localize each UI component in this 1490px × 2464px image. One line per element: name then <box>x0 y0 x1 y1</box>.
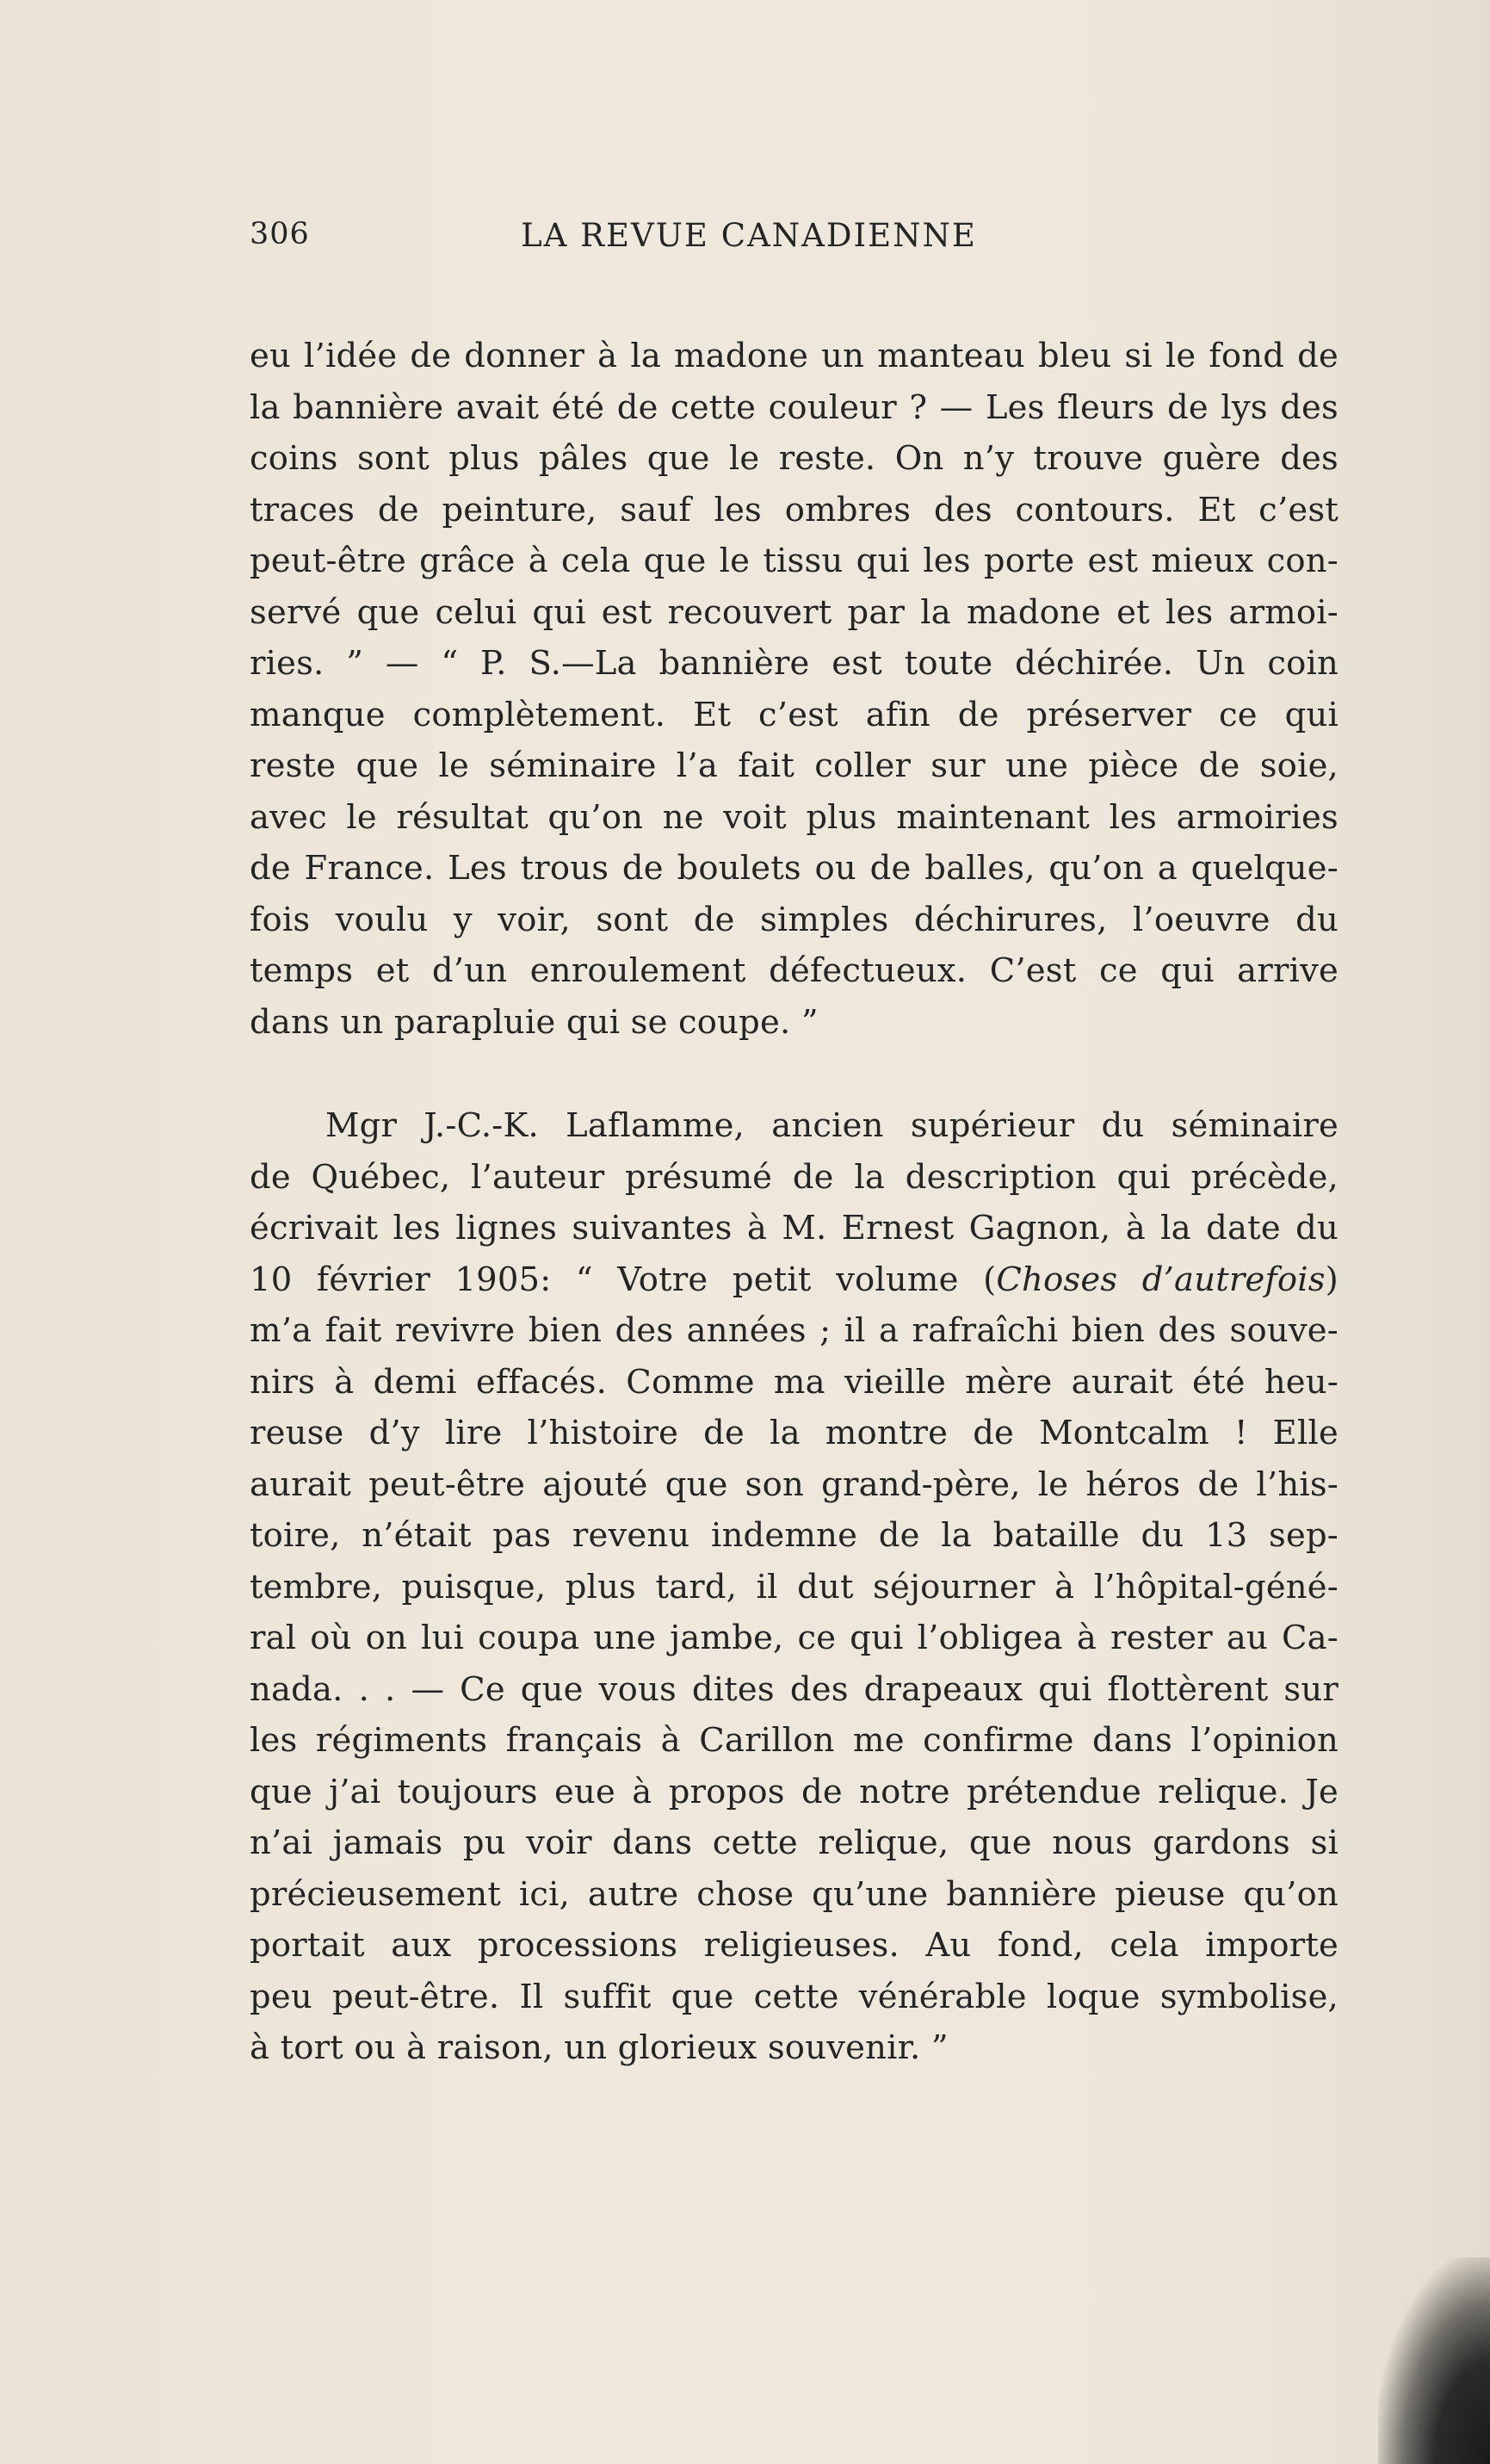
text-fragment: ) <box>1325 1260 1339 1299</box>
text-line: les régiments français à Carillon me confirme dans l’opinion <box>250 1721 1339 1760</box>
text-line: précieusement ici, autre chose qu’une bannière pieuse qu’on <box>250 1874 1339 1914</box>
text-line: de France. Les trous de boulets ou de balles, qu’on a quelque- <box>250 849 1339 888</box>
text-line: traces de peinture, sauf les ombres des contours. Et c’est <box>250 490 1339 529</box>
text-line: m’a fait revivre bien des années ; il a rafraîchi bien des souve- <box>250 1311 1339 1350</box>
text-line: nirs à demi effacés. Comme ma vieille mère aurait été heu- <box>250 1362 1339 1402</box>
text-fragment: 10 février 1905: “ Votre petit volume ( <box>250 1260 997 1299</box>
text-line: nada. . . — Ce que vous dites des drapeaux qui flottèrent sur <box>250 1669 1339 1709</box>
text-line: coins sont plus pâles que le reste. On n’y trouve guère des <box>250 439 1339 478</box>
text-line: à tort ou à raison, un glorieux souvenir. ” <box>250 2028 949 2067</box>
text-line: avec le résultat qu’on ne voit plus maintenant les armoiries <box>250 797 1339 837</box>
text-line: Mgr J.-C.-K. Laflamme, ancien supérieur du séminaire <box>325 1106 1339 1145</box>
page-edge-shadow <box>1378 2257 1490 2464</box>
text-line: ral où on lui coupa une jambe, ce qui l’obligea à rester au Ca- <box>250 1619 1339 1657</box>
text-line: reste que le séminaire l’a fait coller sur une pièce de soie, <box>250 746 1339 785</box>
running-title: LA REVUE CANADIENNE <box>521 217 977 254</box>
text-line: tembre, puisque, plus tard, il dut séjourner à l’hôpital-géné- <box>250 1567 1339 1607</box>
text-line: aurait peut-être ajouté que son grand-père, le héros de l’his- <box>250 1464 1339 1504</box>
text-line: fois voulu y voir, sont de simples déchirures, l’oeuvre du <box>250 900 1339 939</box>
text-line: que j’ai toujours eue à propos de notre prétendue relique. Je <box>250 1772 1339 1811</box>
text-line: eu l’idée de donner à la madone un manteau bleu si le fond de <box>250 337 1339 375</box>
text-line: ries. ” — “ P. S.—La bannière est toute déchirée. Un coin <box>250 644 1339 683</box>
paragraph-1 <box>250 331 1339 1048</box>
text-line: peut-être grâce à cela que le tissu qui les porte est mieux con- <box>250 542 1339 580</box>
paragraph-2 <box>250 1100 1339 2074</box>
text-line: de Québec, l’auteur présumé de la description qui précède, <box>250 1157 1339 1197</box>
text-line: dans un parapluie qui se coupe. ” <box>250 1002 819 1042</box>
text-line: reuse d’y lire l’histoire de la montre de Montcalm ! Elle <box>250 1414 1339 1452</box>
body-text <box>250 331 1339 2074</box>
text-line: écrivait les lignes suivantes à M. Ernest Gagnon, à la date du <box>250 1209 1339 1247</box>
page-number: 306 <box>250 217 310 251</box>
text-line: temps et d’un enroulement défectueux. C’est ce qui arrive <box>250 951 1339 990</box>
book-title: Choses d’autrefois <box>996 1260 1326 1299</box>
text-line: toire, n’était pas revenu indemne de la bataille du 13 sep- <box>250 1516 1339 1555</box>
page-header <box>250 217 1214 269</box>
text-line: peu peut-être. Il suffit que cette vénérable loque symbolise, <box>250 1977 1339 2016</box>
text-line: manque complètement. Et c’est afin de préserver ce qui <box>250 695 1339 734</box>
text-line: servé que celui qui est recouvert par la madone et les armoi- <box>250 592 1339 632</box>
text-line: portait aux processions religieuses. Au fond, cela importe <box>250 1926 1339 1965</box>
text-line: n’ai jamais pu voir dans cette relique, que nous gardons si <box>250 1823 1339 1862</box>
text-line: la bannière avait été de cette couleur ? — Les fleurs de lys des <box>250 387 1339 427</box>
text-line-with-title <box>250 1254 1339 1306</box>
